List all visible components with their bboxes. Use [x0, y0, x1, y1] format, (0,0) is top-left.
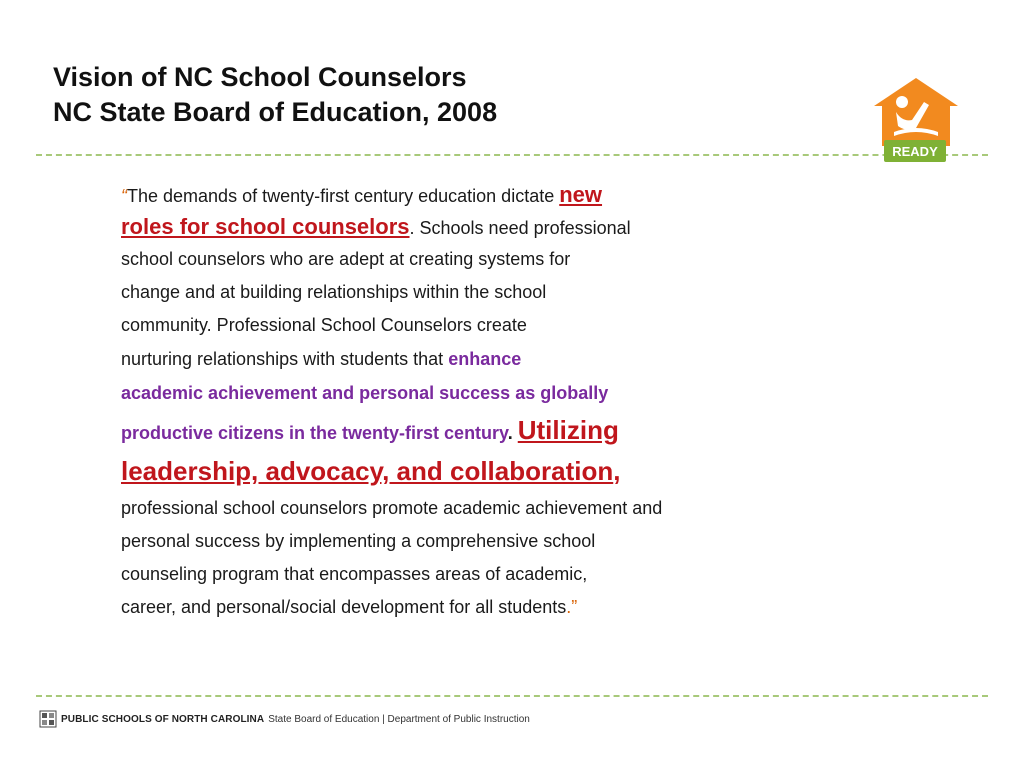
quote-line-5: community. Professional School Counselors create: [121, 315, 527, 335]
quote-text: . Schools need professional: [409, 218, 631, 238]
title-line-1: Vision of NC School Counselors: [53, 62, 467, 92]
ready-house-icon: [872, 76, 960, 166]
footer: [39, 708, 530, 730]
quote-line-7: academic achievement and personal success as globally: [121, 383, 609, 403]
emphasis-red: leadership, advocacy, and collaboration: [121, 456, 614, 486]
emphasis-red: Utilizing: [517, 415, 619, 445]
quote-line-13: [121, 591, 801, 624]
footer-org: PUBLIC SCHOOLS OF NORTH CAROLINA: [61, 713, 265, 725]
title-line-2: NC State Board of Education, 2008: [53, 97, 498, 127]
ready-badge-label: READY: [892, 144, 938, 159]
emphasis-red: ,: [613, 456, 621, 486]
nc-seal-icon: [39, 710, 57, 728]
emphasis-purple: enhance: [448, 349, 522, 369]
quote-line-4: change and at building relationships within the school: [121, 282, 547, 302]
quote-line-12: counseling program that encompasses areas of academic,: [121, 564, 588, 584]
quote-line-1: [121, 179, 801, 210]
quote-body: [121, 179, 801, 624]
emphasis-purple: productive citizens in the twenty-first century: [121, 423, 508, 443]
ready-logo: [872, 76, 960, 166]
quote-line-2: [121, 210, 801, 243]
quote-line-10: professional school counselors promote academic achievement and: [121, 498, 663, 518]
bottom-divider: [36, 695, 988, 697]
slide-title: [53, 60, 497, 130]
emphasis-red: roles for school counselors: [121, 214, 410, 239]
quote-text: career, and personal/social development for all students: [121, 597, 567, 617]
footer-departments: State Board of Education | Department of Public Instruction: [268, 713, 530, 725]
quote-text: nurturing relationships with students that: [121, 349, 449, 369]
open-quote-mark: “: [121, 186, 127, 206]
close-quote-mark: .”: [566, 597, 578, 617]
quote-line-9: [121, 450, 801, 492]
quote-text: The demands of twenty-first century education dictate: [127, 186, 560, 206]
quote-line-3: school counselors who are adept at creating systems for: [121, 249, 571, 269]
quote-line-6: [121, 342, 801, 376]
quote-line-11: personal success by implementing a comprehensive school: [121, 531, 596, 551]
emphasis-red: new: [559, 182, 603, 207]
top-divider: [36, 154, 988, 156]
quote-text: .: [507, 423, 518, 443]
quote-line-8: [121, 410, 801, 450]
